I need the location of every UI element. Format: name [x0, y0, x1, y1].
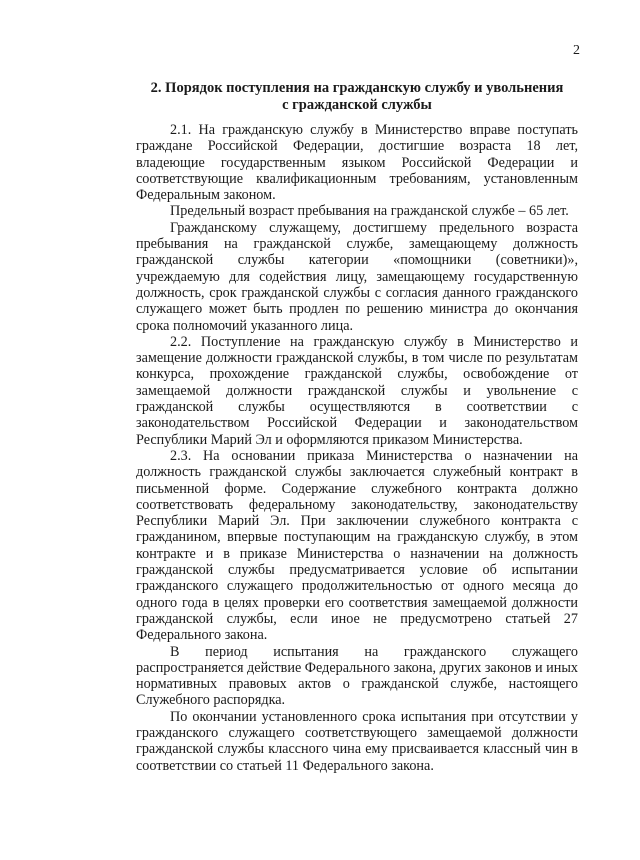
paragraph-class-rank: По окончании установленного срока испытания при отсутствии у гражданского служащего соответствующего замещаемой должности гражданской службы классного чина ему присваивается классный чин в соответствии со статьей 11 Федерального закона. [136, 708, 578, 774]
section-heading-line-2: с гражданской службы [282, 97, 432, 113]
paragraph-probation-period: В период испытания на гражданского служащего распространяется действие Федерального закона, других законов и иных нормативных правовых актов о гражданской службе, настоящего Служебного распорядка. [136, 643, 578, 709]
paragraph-2-1: 2.1. На гражданскую службу в Министерство вправе поступать граждане Российской Федерации, достигшие возраста 18 лет, владеющие государственным языком Российской Федерации и соответствующие квалификационным требованиям, установленным Федеральным законом. [136, 122, 578, 204]
paragraph-term-extension: Гражданскому служащему, достигшему предельного возраста пребывания на гражданской службе, замещающему должность гражданской службы категории «помощники (советники)», учреждаемую для содействия лицу, замещающему государственную должность, срок гражданской службы с согласия данного гражданского служащего может быть продлен по решению министра до окончания срока полномочий указанного лица. [136, 219, 578, 334]
section-heading [136, 80, 578, 114]
paragraph-2-3: 2.3. На основании приказа Министерства о назначении на должность гражданской службы заключается служебный контракт в письменной форме. Содержание служебного контракта должно соответствовать федеральному законодательству, законодательству Республики Марий Эл. При заключении служебного контракта с гражданином, впервые поступающим на гражданскую службу, в этом контракте и в приказе Министерства о назначении на должность гражданской службы предусматривается условие об испытании гражданского служащего продолжительностью от одного месяца до одного года в целях проверки его соответствия замещаемой должности гражданской службы, если иное не предусмотрено статьей 27 Федерального закона. [136, 447, 578, 644]
page-number: 2 [573, 43, 580, 58]
paragraph-age-limit: Предельный возраст пребывания на гражданской службе – 65 лет. [170, 203, 569, 220]
document-body [136, 122, 578, 774]
paragraph-2-2: 2.2. Поступление на гражданскую службу в Министерство и замещение должности гражданской службы, в том числе по результатам конкурса, прохождение гражданской службы, освобождение от замещаемой должности гражданской службы и увольнение с гражданской службы осуществляются в соответствии с законодательством Российской Федерации и законодательством Республики Марий Эл и оформляются приказом Министерства. [136, 333, 578, 448]
section-heading-line-1: 2. Порядок поступления на гражданскую службу и увольнения [150, 80, 564, 96]
